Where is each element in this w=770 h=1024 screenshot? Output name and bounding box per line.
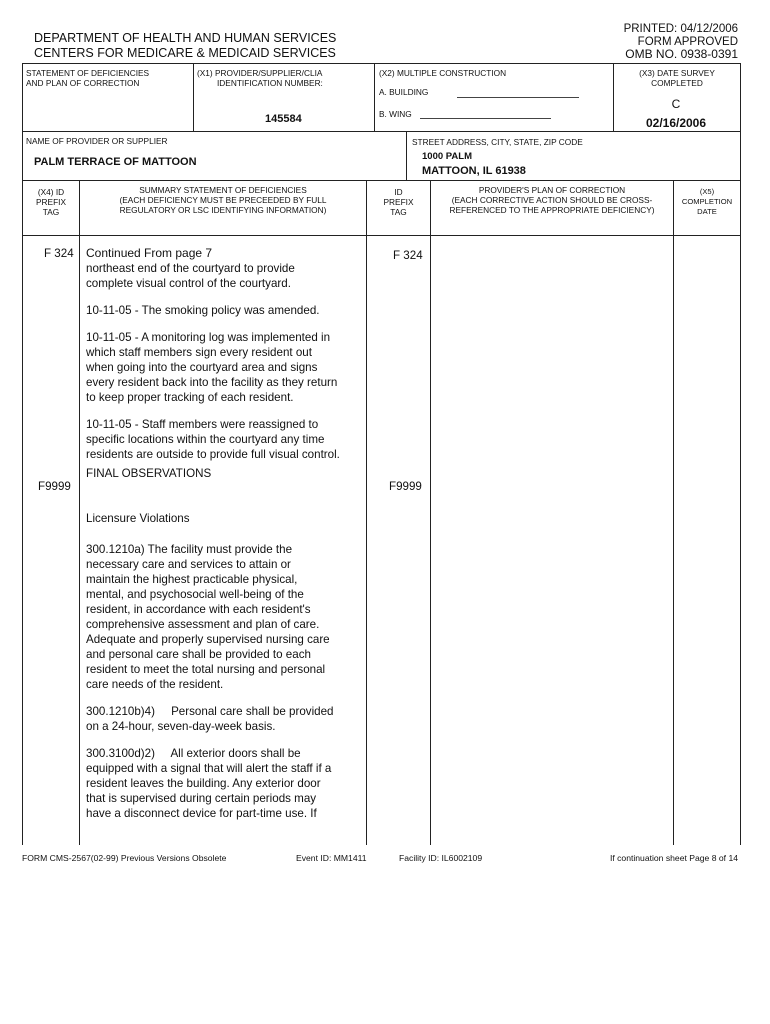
text-line: necessary care and services to attain or	[86, 558, 291, 571]
x5-header-line-1: (X5)	[699, 187, 715, 196]
text-line: FINAL OBSERVATIONS	[86, 467, 212, 480]
x3-label-line-1: (X3) DATE SURVEY	[639, 68, 715, 78]
summary-header-line-3: REGULATORY OR LSC IDENTIFYING INFORMATION)	[119, 205, 327, 215]
paragraph-licensure	[86, 511, 368, 526]
text-line: resident to meet the total nursing and personal	[86, 663, 326, 676]
address-street: 1000 PALM	[422, 151, 472, 162]
x1-label	[197, 68, 371, 88]
id-header	[367, 187, 430, 217]
x5-header-line-3: DATE	[697, 207, 717, 216]
rule-right	[740, 63, 741, 845]
x4-header-line-1: (X4) ID	[37, 187, 65, 197]
paragraph-300-1210a	[86, 542, 368, 692]
text-line: and personal care shall be provided to each	[86, 648, 311, 661]
rule-col-tag	[79, 180, 80, 845]
text-line: equipped with a signal that will alert the staff if a	[86, 762, 332, 775]
rule-col-id	[430, 180, 431, 845]
tag-f324-left: F 324	[44, 247, 74, 260]
survey-date: 02/16/2006	[645, 116, 707, 130]
department-line-2: CENTERS FOR MEDICARE & MEDICAID SERVICES	[34, 46, 336, 60]
x1-label-line-1: (X1) PROVIDER/SUPPLIER/CLIA	[197, 68, 323, 78]
building-label: A. BUILDING	[379, 87, 429, 97]
event-id: Event ID: MM1411	[296, 853, 367, 863]
text-line: maintain the highest practicable physical,	[86, 573, 298, 586]
paragraph-continued	[86, 246, 368, 291]
paragraph-monitoring-log	[86, 330, 368, 405]
summary-header-line-2: (EACH DEFICIENCY MUST BE PRECEEDED BY FULL	[119, 195, 327, 205]
x1-label-line-2: IDENTIFICATION NUMBER:	[217, 78, 323, 88]
text-line: Adequate and properly supervised nursing care	[86, 633, 330, 646]
rule-x1-left	[193, 63, 194, 131]
rule-mid	[22, 131, 740, 132]
text-line: specific locations within the courtyard any time	[86, 433, 325, 446]
plan-header	[431, 185, 673, 215]
printed-date: PRINTED: 04/12/2006	[623, 23, 738, 35]
survey-code: C	[671, 97, 681, 111]
plan-header-line-3: REFERENCED TO THE APPROPRIATE DEFICIENCY)	[449, 205, 655, 215]
form-approved-label: FORM APPROVED	[637, 35, 738, 48]
text-line: Licensure Violations	[86, 512, 190, 525]
facility-id: Facility ID: IL6002109	[399, 853, 483, 863]
rule-address-left	[406, 131, 407, 180]
statement-label-line-1: STATEMENT OF DEFICIENCIES	[26, 68, 150, 78]
text-line: to keep proper tracking of each resident.	[86, 391, 294, 404]
x5-header	[674, 187, 740, 217]
summary-header	[80, 185, 366, 215]
x3-label-line-2: COMPLETED	[651, 78, 703, 88]
plan-header-line-2: (EACH CORRECTIVE ACTION SHOULD BE CROSS-	[451, 195, 653, 205]
provider-name: PALM TERRACE OF MATTOON	[34, 156, 197, 168]
building-blank-line	[457, 97, 579, 98]
text-line: Continued From page 7	[86, 246, 213, 260]
text-line: 300.3100d)2) All exterior doors shall be	[86, 747, 301, 760]
wing-blank-line	[420, 118, 551, 119]
text-line: 300.1210b)4) Personal care shall be provided	[86, 705, 334, 718]
text-line: that is supervised during certain periods may	[86, 792, 317, 805]
x4-header	[23, 187, 79, 217]
rule-x2-left	[374, 63, 375, 131]
text-line: mental, and psychosocial well-being of the	[86, 588, 304, 601]
paragraph-staff-reassigned	[86, 417, 368, 462]
x4-header-line-2: PREFIX	[36, 197, 66, 207]
rule-col-plan	[673, 180, 674, 845]
rule-provider-bottom	[22, 180, 740, 181]
id-header-line-2: PREFIX	[383, 197, 414, 207]
page-number: If continuation sheet Page 8 of 14	[609, 853, 738, 863]
text-line: when going into the courtyard area and signs	[86, 361, 318, 374]
x2-label: (X2) MULTIPLE CONSTRUCTION	[379, 68, 507, 78]
text-line: which staff members sign every resident out	[86, 346, 312, 359]
x4-header-line-3: TAG	[42, 207, 60, 217]
paragraph-300-3100d2	[86, 746, 368, 821]
paragraph-final-observations	[86, 466, 368, 481]
address-label: STREET ADDRESS, CITY, STATE, ZIP CODE	[412, 137, 583, 147]
text-line: resident, in accordance with each resident's	[86, 603, 311, 616]
plan-header-line-1: PROVIDER'S PLAN OF CORRECTION	[478, 185, 626, 195]
text-line: care needs of the resident.	[86, 678, 224, 691]
form-approval-block	[624, 23, 738, 61]
text-line: every resident back into the facility as they return	[86, 376, 338, 389]
summary-text	[86, 246, 368, 833]
text-line: 10-11-05 - A monitoring log was implemented in	[86, 331, 331, 344]
rule-column-header-bottom	[22, 235, 740, 236]
omb-number: OMB NO. 0938-0391	[625, 47, 738, 61]
tag-f9999-right: F9999	[389, 480, 422, 493]
statement-label-line-2: AND PLAN OF CORRECTION	[26, 78, 140, 88]
wing-label: B. WING	[379, 109, 412, 119]
paragraph-smoking-policy	[86, 303, 368, 318]
provider-id-number: 145584	[265, 113, 302, 125]
tag-f9999-left: F9999	[38, 480, 71, 493]
text-line: northeast end of the courtyard to provide	[86, 262, 295, 275]
x3-label	[614, 68, 740, 88]
text-line: 10-11-05 - Staff members were reassigned to	[86, 418, 319, 431]
address-city: MATTOON, IL 61938	[422, 165, 526, 177]
text-line: 300.1210a) The facility must provide the	[86, 543, 293, 556]
rule-top	[22, 63, 740, 64]
text-line: complete visual control of the courtyard.	[86, 277, 291, 290]
text-line: comprehensive assessment and plan of care.	[86, 618, 320, 631]
form-number: FORM CMS-2567(02-99) Previous Versions Obsolete	[22, 853, 227, 863]
rule-left	[22, 63, 23, 845]
id-header-line-3: TAG	[390, 207, 407, 217]
statement-label	[26, 68, 149, 88]
text-line: resident leaves the building. Any exterior door	[86, 777, 321, 790]
paragraph-300-1210b4	[86, 704, 368, 734]
summary-header-line-1: SUMMARY STATEMENT OF DEFICIENCIES	[139, 185, 307, 195]
id-header-line-1: ID	[394, 187, 403, 197]
tag-f324-right: F 324	[393, 249, 423, 262]
text-line: residents are outside to provide full visual control.	[86, 448, 340, 461]
text-line: on a 24-hour, seven-day-week basis.	[86, 720, 276, 733]
text-line: 10-11-05 - The smoking policy was amended.	[86, 304, 320, 317]
text-line: have a disconnect device for part-time use. If	[86, 807, 317, 820]
provider-name-label: NAME OF PROVIDER OR SUPPLIER	[26, 136, 168, 146]
x5-header-line-2: COMPLETION	[681, 197, 733, 206]
department-title	[34, 31, 336, 61]
department-line-1: DEPARTMENT OF HEALTH AND HUMAN SERVICES	[34, 31, 337, 45]
